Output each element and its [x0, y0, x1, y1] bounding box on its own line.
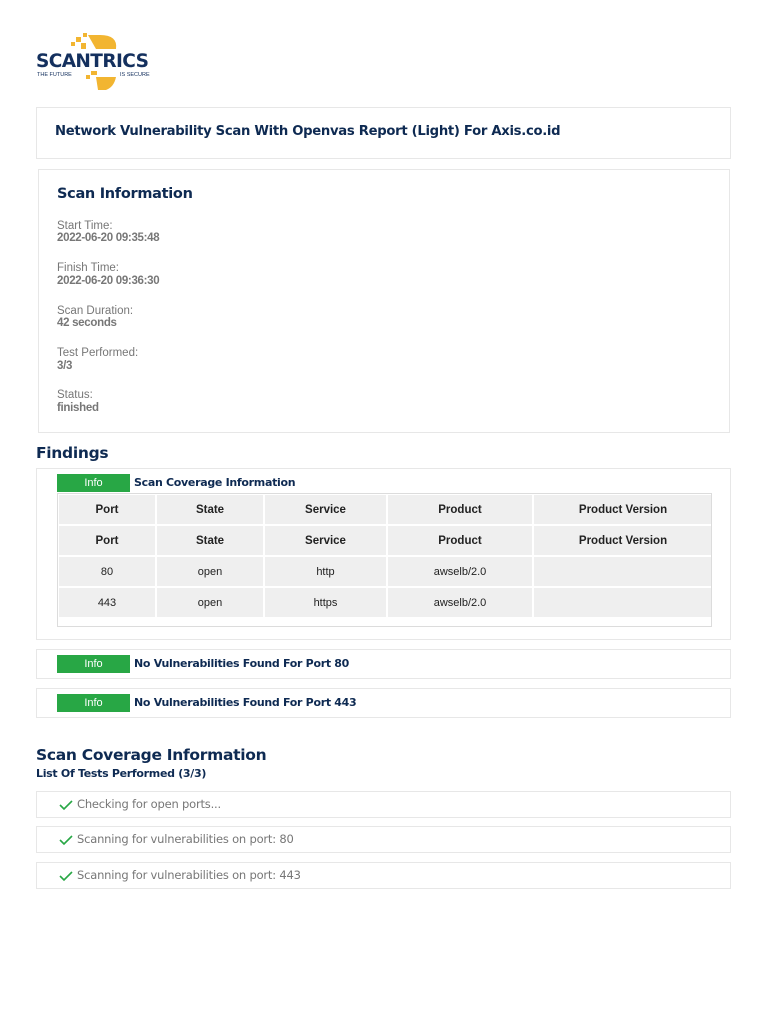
table-cell: State	[156, 525, 264, 556]
table-cell: open	[156, 556, 264, 587]
scantrics-logo	[36, 33, 150, 91]
table-cell	[533, 587, 713, 618]
table-cell: Product Version	[533, 525, 713, 556]
test-item-text: Checking for open ports...	[77, 797, 221, 811]
start-time-value: 2022-06-20 09:35:48	[57, 232, 160, 244]
status-value: finished	[57, 402, 99, 414]
test-performed-value: 3/3	[57, 360, 73, 372]
report-title: Network Vulnerability Scan With Openvas Report (Light) For Axis.co.id	[55, 124, 561, 139]
column-header-state: State	[156, 494, 264, 525]
info-badge: Info	[57, 694, 130, 712]
table-cell: awselb/2.0	[387, 556, 533, 587]
table-cell: http	[264, 556, 387, 587]
logo-wordmark: SCANTRICS	[36, 51, 149, 72]
table-cell	[533, 556, 713, 587]
table-row	[58, 525, 713, 556]
finish-time-value: 2022-06-20 09:36:30	[57, 275, 160, 287]
scan-information-card	[38, 169, 730, 433]
column-header-service: Service	[264, 494, 387, 525]
table-cell: open	[156, 587, 264, 618]
table-row	[58, 556, 713, 587]
column-header-product: Product	[387, 494, 533, 525]
port-443-finding-title: No Vulnerabilities Found For Port 443	[134, 696, 357, 709]
table-cell: Port	[58, 525, 156, 556]
port-80-finding-card	[36, 649, 731, 679]
scan-coverage-finding-title: Scan Coverage Information	[134, 476, 296, 489]
check-icon	[58, 834, 74, 846]
finish-time-label: Finish Time:	[57, 262, 119, 274]
info-badge: Info	[57, 474, 130, 492]
table-header-row	[58, 494, 713, 525]
status-label: Status:	[57, 389, 93, 401]
start-time-label: Start Time:	[57, 220, 113, 232]
list-item	[36, 826, 731, 853]
scan-coverage-finding-card	[36, 468, 731, 640]
table-row	[58, 587, 713, 618]
list-item	[36, 862, 731, 889]
info-badge: Info	[57, 655, 130, 673]
table-cell: Product	[387, 525, 533, 556]
test-performed-label: Test Performed:	[57, 347, 139, 359]
test-item-text: Scanning for vulnerabilities on port: 443	[77, 868, 301, 882]
table-cell: Service	[264, 525, 387, 556]
scan-coverage-heading: Scan Coverage Information	[36, 746, 267, 764]
scan-information-heading: Scan Information	[57, 186, 193, 202]
table-cell: https	[264, 587, 387, 618]
scan-duration-label: Scan Duration:	[57, 305, 134, 317]
table-cell: 443	[58, 587, 156, 618]
table-cell: awselb/2.0	[387, 587, 533, 618]
column-header-product-version: Product Version	[533, 494, 713, 525]
findings-heading: Findings	[36, 444, 109, 462]
column-header-port: Port	[58, 494, 156, 525]
tests-performed-subtitle: List Of Tests Performed (3/3)	[36, 767, 207, 780]
logo-tagline-left: THE FUTURE	[37, 72, 72, 78]
list-item	[36, 791, 731, 818]
check-icon	[58, 870, 74, 882]
scan-duration-value: 42 seconds	[57, 317, 117, 329]
report-title-card	[36, 107, 731, 159]
test-item-text: Scanning for vulnerabilities on port: 80	[77, 832, 294, 846]
port-80-finding-title: No Vulnerabilities Found For Port 80	[134, 657, 350, 670]
port-443-finding-card	[36, 688, 731, 718]
check-icon	[58, 799, 74, 811]
table-cell: 80	[58, 556, 156, 587]
logo-tagline-right: IS SECURE	[120, 72, 150, 78]
port-table	[57, 493, 714, 619]
